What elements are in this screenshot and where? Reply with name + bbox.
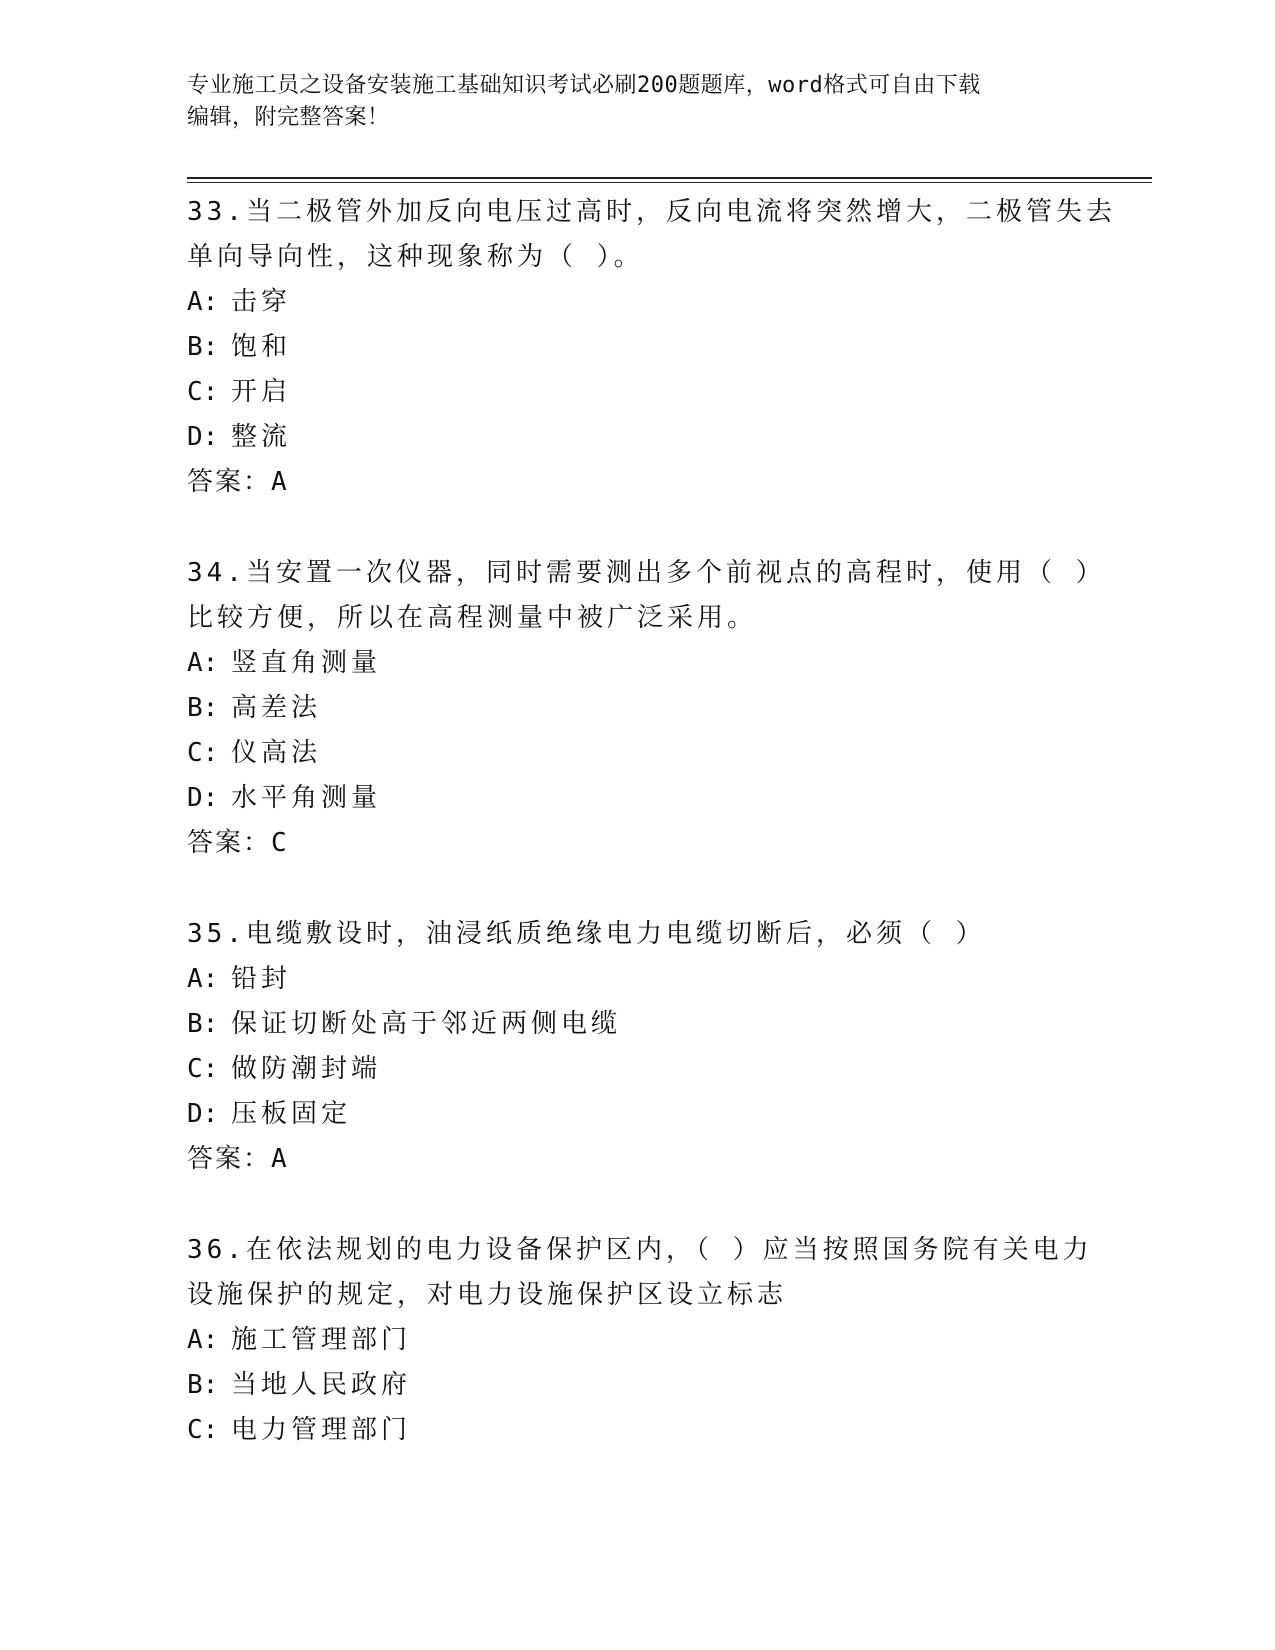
- question-stem-line: 33.当二极管外加反向电压过高时，反向电流将突然增大，二极管失去: [187, 197, 1116, 227]
- header-rule-thin: [187, 182, 1152, 183]
- option-letter: A:: [187, 648, 219, 678]
- question-34: [187, 551, 1137, 866]
- option-a: [187, 641, 1137, 686]
- answer-line: [187, 460, 1137, 505]
- option-c: [187, 1047, 1137, 1092]
- option-text: 压板固定: [231, 1099, 352, 1129]
- document-header: [187, 70, 1087, 134]
- option-letter: D:: [187, 783, 219, 813]
- answer-label: 答案：: [187, 828, 272, 858]
- question-33: [187, 190, 1137, 505]
- option-text: 击穿: [231, 287, 292, 317]
- question-stem: [187, 912, 1137, 957]
- answer-line: [187, 821, 1137, 866]
- option-text: 铅封: [231, 964, 292, 994]
- option-letter: B:: [187, 693, 219, 723]
- question-stem-line: 设施保护的规定，对电力设施保护区设立标志: [187, 1280, 788, 1310]
- option-a: [187, 1318, 1137, 1363]
- option-text: 饱和: [231, 332, 292, 362]
- option-b: [187, 1002, 1137, 1047]
- question-35: [187, 912, 1137, 1182]
- option-letter: C:: [187, 738, 219, 768]
- option-letter: C:: [187, 1054, 219, 1084]
- option-letter: A:: [187, 1325, 219, 1355]
- question-stem: [187, 551, 1137, 641]
- question-stem: [187, 190, 1137, 280]
- option-text: 当地人民政府: [231, 1370, 412, 1400]
- option-b: [187, 686, 1137, 731]
- answer-line: [187, 1137, 1137, 1182]
- answer-value: A: [271, 1144, 287, 1174]
- option-text: 施工管理部门: [231, 1325, 412, 1355]
- option-d: [187, 415, 1137, 460]
- option-text: 水平角测量: [231, 783, 382, 813]
- option-letter: B:: [187, 332, 219, 362]
- answer-label: 答案：: [187, 1144, 272, 1174]
- question-stem-line: 34.当安置一次仪器，同时需要测出多个前视点的高程时，使用（ ）: [187, 558, 1106, 588]
- option-a: [187, 280, 1137, 325]
- option-d: [187, 1092, 1137, 1137]
- option-text: 做防潮封端: [231, 1054, 382, 1084]
- question-stem-line: 单向导向性，这种现象称为（ ）。: [187, 242, 644, 272]
- header-line-2: 编辑，附完整答案！: [187, 105, 390, 130]
- option-text: 竖直角测量: [231, 648, 382, 678]
- option-letter: C:: [187, 1415, 219, 1445]
- question-stem-line: 36.在依法规划的电力设备保护区内，（ ）应当按照国务院有关电力: [187, 1235, 1093, 1265]
- question-spacer: [187, 505, 1137, 551]
- header-line-1: 专业施工员之设备安装施工基础知识考试必刷200题题库，word格式可自由下载: [187, 73, 981, 98]
- option-text: 保证切断处高于邻近两侧电缆: [231, 1009, 622, 1039]
- answer-value: C: [271, 828, 287, 858]
- question-stem-line: 比较方便，所以在高程测量中被广泛采用。: [187, 603, 758, 633]
- question-36: [187, 1228, 1137, 1453]
- answer-label: 答案：: [187, 467, 272, 497]
- option-text: 高差法: [231, 693, 322, 723]
- question-stem: [187, 1228, 1137, 1318]
- option-c: [187, 1408, 1137, 1453]
- question-spacer: [187, 1182, 1137, 1228]
- option-c: [187, 731, 1137, 776]
- question-spacer: [187, 866, 1137, 912]
- option-text: 仪高法: [231, 738, 322, 768]
- option-letter: A:: [187, 287, 219, 317]
- question-stem-line: 35.电缆敷设时，油浸纸质绝缘电力电缆切断后，必须（ ）: [187, 919, 986, 949]
- option-letter: A:: [187, 964, 219, 994]
- option-letter: D:: [187, 422, 219, 452]
- option-letter: C:: [187, 377, 219, 407]
- answer-value: A: [271, 467, 287, 497]
- option-text: 整流: [231, 422, 292, 452]
- option-a: [187, 957, 1137, 1002]
- option-letter: D:: [187, 1099, 219, 1129]
- option-text: 电力管理部门: [231, 1415, 412, 1445]
- option-b: [187, 1363, 1137, 1408]
- option-d: [187, 776, 1137, 821]
- header-rule-thick: [187, 177, 1152, 179]
- option-letter: B:: [187, 1009, 219, 1039]
- question-list: [187, 190, 1137, 1453]
- option-c: [187, 370, 1137, 415]
- option-b: [187, 325, 1137, 370]
- option-letter: B:: [187, 1370, 219, 1400]
- option-text: 开启: [231, 377, 292, 407]
